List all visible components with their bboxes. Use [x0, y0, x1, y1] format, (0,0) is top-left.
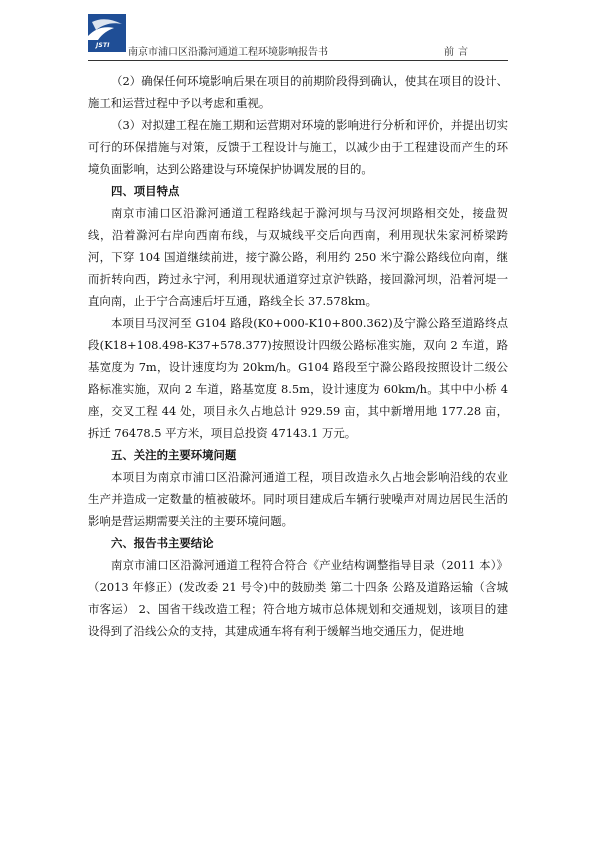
paragraph-route-description: 南京市浦口区沿滁河通道工程路线起于滁河坝与马汊河坝路相交处，接盘贺线，沿着滁河右岸向西南布线，与双城线平交后向西南，利用现状朱家河桥梁跨河，下穿 104 国道继续前进，接宁滁公路，利用约 250 米宁滁公路线位向南，继而折转向西，跨过永宁河，利用现状通道穿过京沪铁路，接回滁河坝，沿着河堤一直向南，止于宁合高速后圩互通，路线全长 37.578km。 — [88, 206, 508, 308]
heading-environmental-issues: 五、关注的主要环境问题 — [111, 448, 237, 462]
logo-text: JSTI — [96, 42, 110, 49]
heading-project-features: 四、项目特点 — [111, 184, 180, 198]
section-name: 前言 — [444, 47, 472, 58]
header-divider — [88, 60, 508, 61]
page-body — [88, 70, 508, 642]
page-header — [88, 14, 508, 62]
document-title: 南京市浦口区沿滁河通道工程环境影响报告书 — [128, 47, 328, 58]
heading-main-conclusions: 六、报告书主要结论 — [111, 536, 214, 550]
paragraph-environmental-issues: 本项目为南京市浦口区沿滁河通道工程，项目改造永久占地会影响沿线的农业生产并造成一定数量的植被破坏。同时项目建成后车辆行驶噪声对周边居民生活的影响是营运期需要关注的主要环境问题。 — [88, 470, 508, 528]
paragraph-objective-2: （2）确保任何环境影响后果在项目的前期阶段得到确认，使其在项目的设计、施工和运营过程中予以考虑和重视。 — [88, 74, 508, 110]
paragraph-objective-3: （3）对拟建工程在施工期和运营期对环境的影响进行分析和评价，并提出切实可行的环保措施与对策，反馈于工程设计与施工，以减少由于工程建设而产生的环境负面影响，达到公路建设与环境保护协调发展的目的。 — [88, 118, 508, 176]
paragraph-main-conclusions: 南京市浦口区沿滁河通道工程符合符合《产业结构调整指导目录（2011 本）》（2013 年修正）(发改委 21 号令)中的鼓励类 第二十四条 公路及道路运输（含城市客运） 2、国省干线改造工程；符合地方城市总体规划和交通规划，该项目的建设得到了沿线公众的支持，其建成通车将有利于缓解当地交通压力，促进地 — [88, 558, 508, 638]
paragraph-design-standards: 本项目马汊河至 G104 路段(K0+000-K10+800.362)及宁滁公路至道路终点段(K18+108.498-K37+578.377)按照设计四级公路标准实施，双向 2 车道，路基宽度为 7m，设计速度均为 20km/h。G104 路段至宁滁公路段按照设计二级公路标准实施，双向 2 车道，路基宽度 8.5m，设计速度为 60km/h。其中中小桥 4 座，交叉工程 44 处，项目永久占地总计 929.59 亩，其中新增用地 177.28 亩，拆迁 76478.5 平方米，项目总投资 47143.1 万元。 — [88, 316, 508, 440]
jsti-logo — [88, 14, 126, 52]
